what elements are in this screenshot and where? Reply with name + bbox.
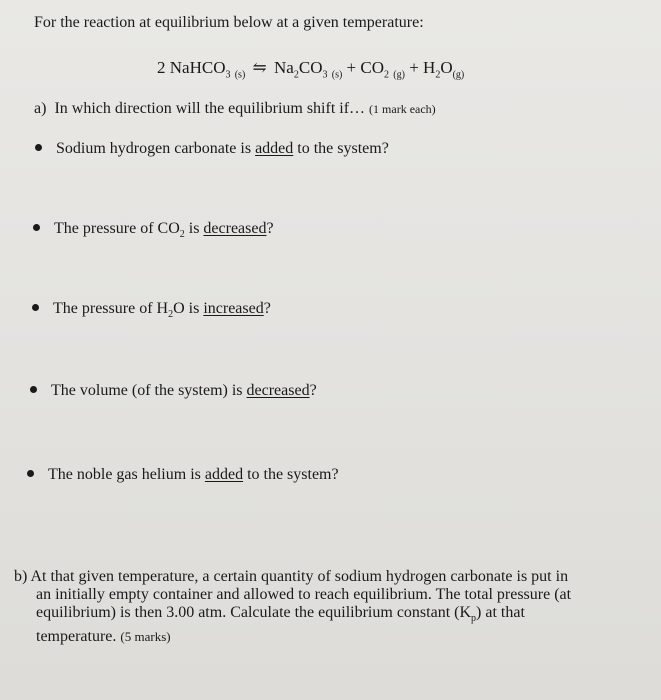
eq-product-2: $CO_2$ $_{(g)}$ (360, 58, 405, 81)
part-a-question: a) In which direction will the equilibrium shift if… (1 mark each) (34, 100, 436, 117)
plus-sign: + (346, 58, 357, 77)
bullet-dot (33, 224, 40, 231)
bullet-item: The volume (of the system) is decreased? (30, 382, 317, 400)
part-b-question: b) At that given temperature, a certain quantity of sodium hydrogen carbonate is put in an initially empty container and allowed to reach equilibrium. The total pressure (at equilibrium) is then 3.00 atm. Calculate the equilibrium constant $(K_p)$ at that temperature. (5 marks) (14, 568, 572, 646)
bullet-item: Sodium hydrogen carbonate is added to the system? (35, 140, 389, 158)
bullet-item: The noble gas helium is added to the system? (27, 466, 339, 484)
bullet-item: The pressure of $H_2O$ is increased? (32, 300, 271, 320)
equilibrium-arrow: ⇋ (252, 58, 267, 77)
part-a-marks: (1 mark each) (369, 102, 436, 116)
bullet-dot (30, 386, 37, 393)
intro-text: For the reaction at equilibrium below at a given temperature: (34, 14, 424, 31)
bullet-dot (32, 304, 39, 311)
eq-product-3: $H_2O_{(g)}$ (423, 58, 465, 81)
bullet-item: The pressure of $CO_2$ is decreased? (33, 220, 274, 240)
eq-coefficient: 2 (157, 58, 166, 77)
bullet-dot (35, 144, 42, 151)
eq-product-1: $Na_2CO_3$ $_{(s)}$ (274, 58, 343, 81)
plus-sign: + (409, 58, 419, 77)
part-b-marks: (5 marks) (120, 629, 171, 645)
bullet-dot (27, 470, 34, 477)
eq-reactant: NaHCO$_3$ $_{(s)}$ (169, 58, 246, 81)
chemical-equation (157, 58, 464, 80)
